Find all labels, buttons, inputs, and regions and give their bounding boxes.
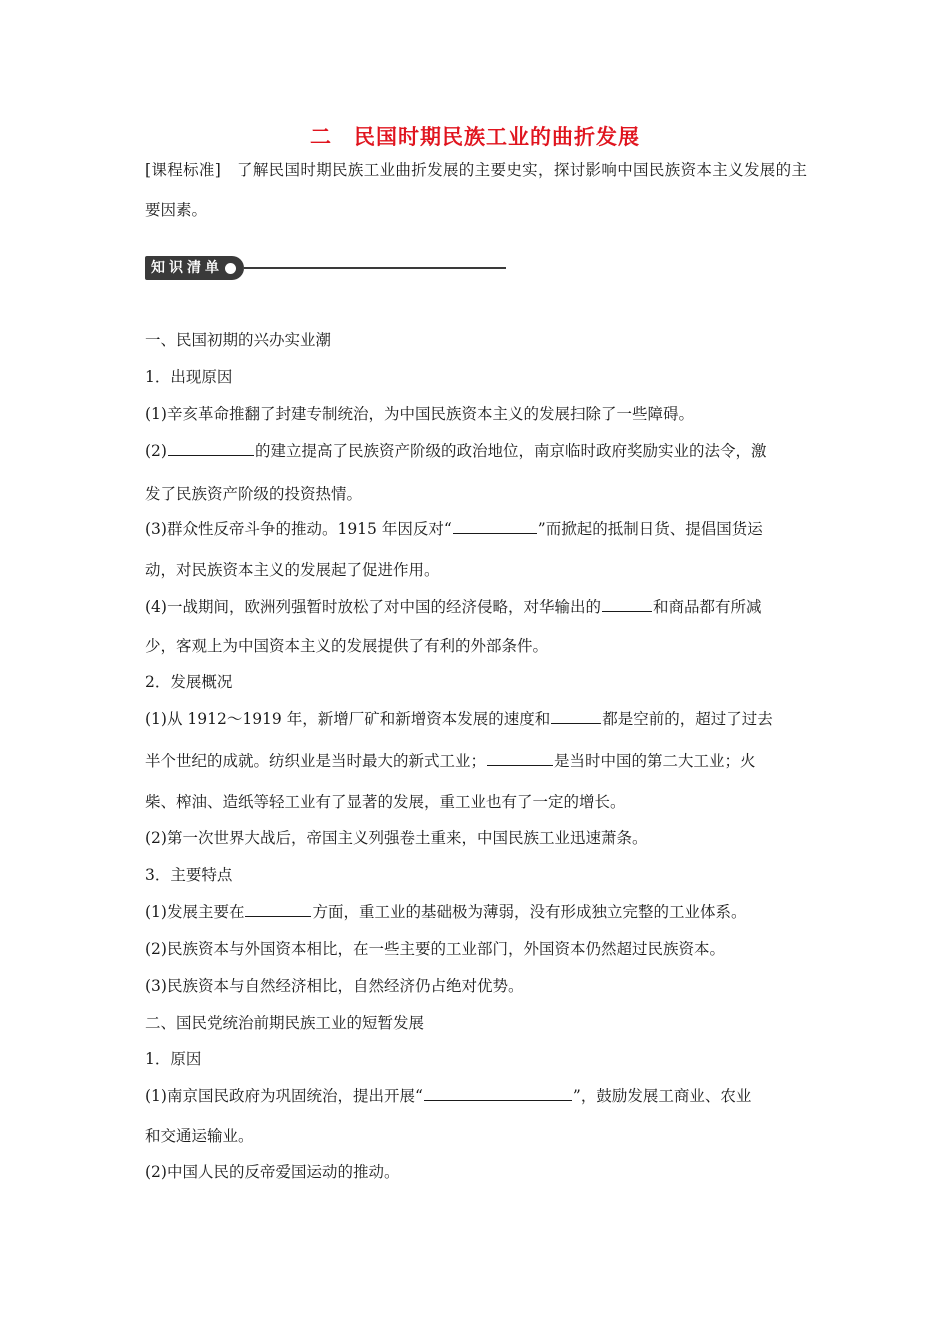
fill-blank[interactable]: [424, 1099, 572, 1101]
text-line-with-blank: [145, 517, 807, 539]
text-before: (1)南京国民政府为巩固统治，提出开展“: [145, 1087, 423, 1105]
text-line-with-blank: [145, 749, 807, 771]
text-after: ”而掀起的抵制日货、提倡国货运: [537, 520, 763, 538]
fill-blank[interactable]: [453, 532, 537, 534]
text-line-with-blank: [145, 707, 807, 729]
subsection-heading: 3．主要特点: [145, 866, 233, 884]
page-title: 二 民国时期民族工业的曲折发展: [310, 124, 640, 149]
text-line-with-blank: [145, 439, 807, 461]
text-line: (2)中国人民的反帝爱国运动的推动。: [145, 1163, 400, 1181]
subsection-heading: 1．出现原因: [145, 368, 233, 386]
text-line-with-blank: [145, 900, 807, 922]
text-line: 少，客观上为中国资本主义的发展提供了有利的外部条件。: [145, 637, 549, 655]
text-after: ”，鼓励发展工商业、农业: [572, 1087, 752, 1105]
fill-blank[interactable]: [602, 610, 652, 612]
text-after: 是当时中国的第二大工业；火: [554, 752, 756, 770]
subsection-heading: 1．原因: [145, 1050, 202, 1068]
text-line: (1)辛亥革命推翻了封建专制统治，为中国民族资本主义的发展扫除了一些障碍。: [145, 405, 694, 423]
text-after: 方面，重工业的基础极为薄弱，没有形成独立完整的工业体系。: [312, 903, 747, 921]
text-line: 发了民族资产阶级的投资热情。: [145, 485, 363, 503]
fill-blank[interactable]: [551, 722, 601, 724]
text-line: (2)民族资本与外国资本相比，在一些主要的工业部门，外国资本仍然超过民族资本。: [145, 940, 725, 958]
text-before: (1)从 1912～1919 年，新增厂矿和新增资本发展的速度和: [145, 710, 551, 728]
text-line: 和交通运输业。: [145, 1127, 254, 1145]
text-before: (1)发展主要在: [145, 903, 245, 921]
text-line: 动，对民族资本主义的发展起了促进作用。: [145, 561, 440, 579]
circle-icon: [225, 263, 236, 274]
section-heading: 一、民国初期的兴办实业潮: [145, 331, 332, 349]
text-line-with-blank: [145, 1084, 807, 1106]
text-before: (4)一战期间，欧洲列强暂时放松了对中国的经济侵略，对华输出的: [145, 598, 601, 616]
text-line: (2)第一次世界大战后，帝国主义列强卷土重来，中国民族工业迅速萧条。: [145, 829, 648, 847]
section-heading: 二、国民党统治前期民族工业的短暂发展: [145, 1014, 425, 1032]
text-before: 半个世纪的成就。纺织业是当时最大的新式工业；: [145, 752, 487, 770]
text-after: 的建立提高了民族资产阶级的政治地位，南京临时政府奖励实业的法令，激: [254, 442, 767, 460]
text-line-with-blank: [145, 595, 807, 617]
section-header: [145, 255, 506, 281]
subsection-heading: 2．发展概况: [145, 673, 233, 691]
text-after: 和商品都有所减: [652, 598, 762, 616]
badge-label: 知识清单: [151, 260, 223, 276]
text-before: (2): [145, 442, 167, 460]
fill-blank[interactable]: [168, 454, 254, 456]
text-line: 柴、榨油、造纸等轻工业有了显著的发展，重工业也有了一定的增长。: [145, 793, 626, 811]
text-before: (3)群众性反帝斗争的推动。1915 年因反对“: [145, 520, 452, 538]
curriculum-standard: [课程标准] 了解民国时期民族工业曲折发展的主要史实，探讨影响中国民族资本主义发展的主要因素。: [145, 161, 807, 219]
knowledge-list-badge: [145, 256, 244, 280]
fill-blank[interactable]: [487, 764, 553, 766]
fill-blank[interactable]: [245, 915, 311, 917]
text-after: 都是空前的，超过了过去: [602, 710, 773, 728]
text-line: (3)民族资本与自然经济相比，自然经济仍占绝对优势。: [145, 977, 524, 995]
divider: [244, 267, 506, 269]
